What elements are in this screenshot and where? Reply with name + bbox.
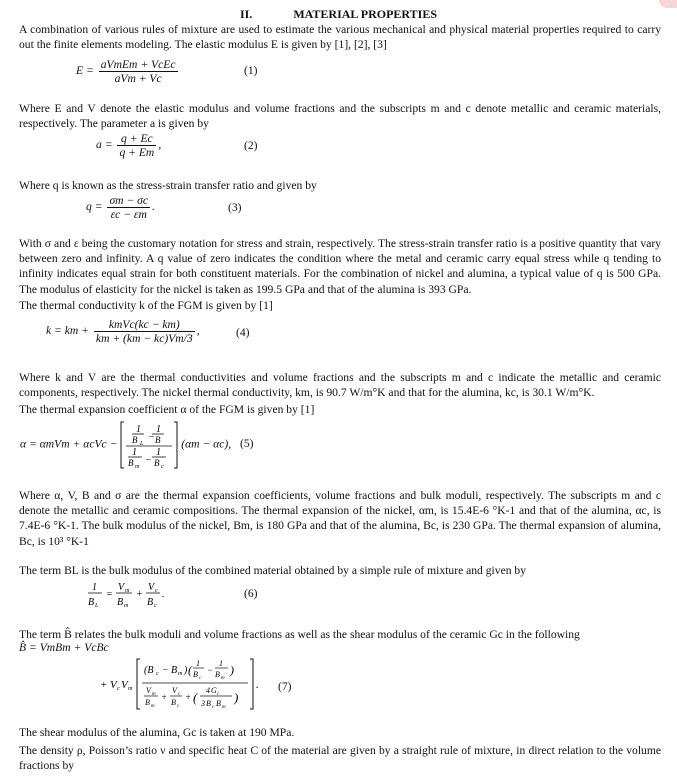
svg-text:B: B	[206, 699, 211, 708]
svg-text:L: L	[95, 603, 99, 609]
svg-text:B: B	[147, 597, 154, 608]
paragraph-12: The density ρ, Poisson’s ratio ν and specific heat C of the material are given by a straight rule of mixture, in direct relation to the volume fractions by	[19, 744, 661, 773]
svg-text:m: m	[124, 603, 129, 609]
svg-text:m: m	[125, 588, 130, 594]
svg-text:c: c	[154, 603, 157, 609]
paragraph-5: The thermal conductivity k of the FGM is given by [1]	[19, 299, 273, 312]
equation-5-label: (5)	[240, 437, 254, 450]
svg-text:V: V	[118, 582, 125, 593]
svg-text:m: m	[221, 676, 225, 681]
svg-text:(: (	[188, 663, 192, 677]
equation-6-label: (6)	[244, 587, 258, 600]
svg-text:m: m	[178, 671, 183, 677]
svg-text:m: m	[152, 692, 156, 697]
eq4-denominator: km + (km − kc)Vm/3	[95, 332, 193, 345]
svg-text:V: V	[121, 679, 128, 691]
eq3-denominator: εc − εm	[110, 208, 147, 221]
svg-text:V: V	[172, 686, 177, 695]
svg-text:3: 3	[201, 699, 205, 708]
svg-text:): )	[234, 690, 239, 705]
svg-text:1: 1	[156, 447, 162, 458]
paragraph-4: With σ and ε being the customary notation for stress and strain, respectively. The stress-strain transfer ratio is a positive quantity that vary between zero and infinity. A q value of zero indicates the condition where the metal and ceramic carry equal stress while q tending to infinity indicates equal strain for both constituent materials. For the combination of nickel and alumina, a typical value of q is 500 GPa. The modulus of elasticity for the nickel is taken as 199.5 GPa and that of the alumina is 393 GPa.	[19, 237, 661, 296]
svg-text:+: +	[136, 589, 143, 600]
equation-5: α = αmVm + αcVc − 1 1 B L − B 1 1 B m − B c (αm − αc),	[20, 420, 231, 470]
svg-text:1: 1	[136, 424, 142, 435]
eq4-numerator: kmVc(kc − km)	[94, 318, 195, 332]
svg-text:G: G	[211, 686, 217, 695]
svg-text:B: B	[88, 597, 95, 608]
paragraph-10: The term B̂ relates the bulk moduli and volume fractions as well as the shear modulus of the ceramic Gc in the following	[19, 628, 580, 641]
svg-text:B: B	[154, 458, 160, 468]
equation-4-label: (4)	[236, 326, 250, 339]
svg-text:(B: (B	[144, 665, 154, 676]
equation-2: a = $\frac{q + Ec}{q + Em}$ ,	[96, 132, 162, 159]
section-title: MATERIAL PROPERTIES	[293, 7, 438, 21]
svg-text:=: =	[106, 589, 113, 600]
svg-text:.: .	[162, 589, 165, 600]
svg-text:+: +	[185, 692, 192, 702]
svg-text:B: B	[145, 698, 150, 707]
svg-text:1: 1	[92, 582, 97, 593]
paragraph-7: The thermal expansion coefficient α of the FGM is given by [1]	[19, 403, 315, 416]
svg-text:m: m	[135, 464, 140, 470]
paragraph-6: Where k and V are the thermal conductivities and volume fractions and the subscripts m and c indicate the metallic and ceramic components, respectively. The nickel thermal conductivity, km, is 90.7 W/m°K and that for the alumina, kc, is 30.1 W/m°K.	[19, 371, 661, 400]
eq1-denominator: aVm + Vc	[114, 72, 162, 85]
svg-text:V: V	[110, 679, 117, 691]
svg-text:−: −	[162, 665, 169, 676]
eq1-numerator: aVmEm + VcEc	[100, 58, 176, 71]
svg-text:B: B	[171, 665, 178, 676]
svg-text:B: B	[117, 597, 124, 608]
svg-text:c: c	[177, 704, 180, 709]
svg-text:1: 1	[196, 659, 200, 668]
svg-text:+: +	[100, 679, 108, 691]
svg-text:V: V	[146, 686, 151, 695]
svg-text:.: .	[256, 679, 259, 691]
svg-text:B: B	[128, 458, 134, 468]
svg-text:c: c	[178, 692, 181, 697]
paragraph-1: A combination of various rules of mixture are used to estimate the various mechanical and physical material properties required to carry out the finite elements modeling. The elastic modulus E is given by [1], [2], [3]	[19, 23, 661, 52]
svg-text:c: c	[155, 588, 158, 594]
equation-2-label: (2)	[244, 139, 258, 152]
svg-text:B: B	[215, 670, 220, 679]
svg-text:(: (	[193, 690, 198, 705]
section-number: II.	[239, 7, 253, 21]
svg-text:−: −	[148, 432, 156, 443]
equation-7-line-1: B̂ = VmBm + VcBc	[19, 641, 109, 654]
paragraph-11: The shear modulus of the alumina, Gc is taken at 190 MPa.	[19, 726, 295, 739]
svg-text:c: c	[199, 676, 202, 681]
svg-text:B: B	[216, 699, 221, 708]
svg-text:−: −	[145, 455, 153, 466]
svg-text:1: 1	[156, 424, 162, 435]
svg-text:m: m	[151, 704, 155, 709]
equation-1-label: (1)	[244, 64, 258, 77]
svg-text:1: 1	[132, 447, 138, 458]
svg-text:m: m	[222, 705, 226, 710]
svg-text:V: V	[148, 582, 155, 593]
svg-text:B: B	[193, 670, 198, 679]
paragraph-2: Where E and V denote the elastic modulus and volume fractions and the subscripts m and c denote metallic and ceramic materials, respectively. The parameter a is given by	[19, 102, 661, 131]
svg-text:): )	[230, 663, 234, 677]
equation-6	[86, 578, 176, 615]
equation-1: E = aVmEm + VcEc aVm + Vc	[76, 58, 176, 85]
svg-text:c: c	[212, 705, 215, 710]
section-heading	[0, 7, 677, 22]
svg-text:4: 4	[206, 686, 210, 695]
eq6-fractions	[86, 578, 176, 612]
svg-text:c: c	[156, 671, 159, 677]
paragraph-8: Where α, V, B and σ are the thermal expansion coefficients, volume fractions and bulk moduli, respectively. The subscripts m and c denote the metallic and ceramic compositions. The thermal expansion of the nickel, αm, is 15.4E-6 °K-1 and that of the alumina, αc, is 7.4E-6 °K-1. The bulk modulus of the nickel, Bm, is 180 GPa and that of the alumina, Bc, is 230 GPa. The thermal expansion of alumina, Bc, is 10³ °K-1	[19, 489, 661, 548]
equation-3: q = $\frac{\sigma m - \sigma c}{\varepsilon c - \varepsilon m}$ .	[86, 194, 155, 221]
svg-text:c: c	[117, 686, 120, 692]
svg-text:1: 1	[219, 659, 223, 668]
paragraph-3: Where q is known as the stress-strain transfer ratio and given by	[19, 179, 317, 192]
eq3-numerator: σm − σc	[109, 194, 149, 207]
svg-text:): )	[184, 665, 188, 676]
paragraph-9: The term BL is the bulk modulus of the combined material obtained by a simple rule of mixture and given by	[19, 564, 526, 577]
svg-text:B: B	[171, 698, 176, 707]
equation-7	[100, 656, 270, 715]
eq2-numerator: q + Ec	[117, 132, 156, 146]
equation-3-label: (3)	[228, 201, 242, 214]
eq7-expression	[100, 656, 270, 712]
svg-text:B: B	[155, 435, 161, 445]
svg-text:m: m	[128, 686, 133, 692]
svg-text:c: c	[217, 692, 220, 697]
equation-4: k = km + kmVc(kc − km) km + (km − kc)Vm/3 ,	[46, 318, 200, 345]
svg-text:+: +	[161, 692, 168, 702]
eq5-bracket-fraction	[120, 420, 178, 470]
equation-7-label: (7)	[278, 680, 292, 693]
svg-text:B: B	[132, 435, 138, 445]
svg-text:L: L	[140, 441, 144, 447]
eq2-denominator: q + Em	[119, 146, 155, 159]
svg-text:c: c	[161, 464, 164, 470]
svg-text:−: −	[207, 665, 214, 675]
